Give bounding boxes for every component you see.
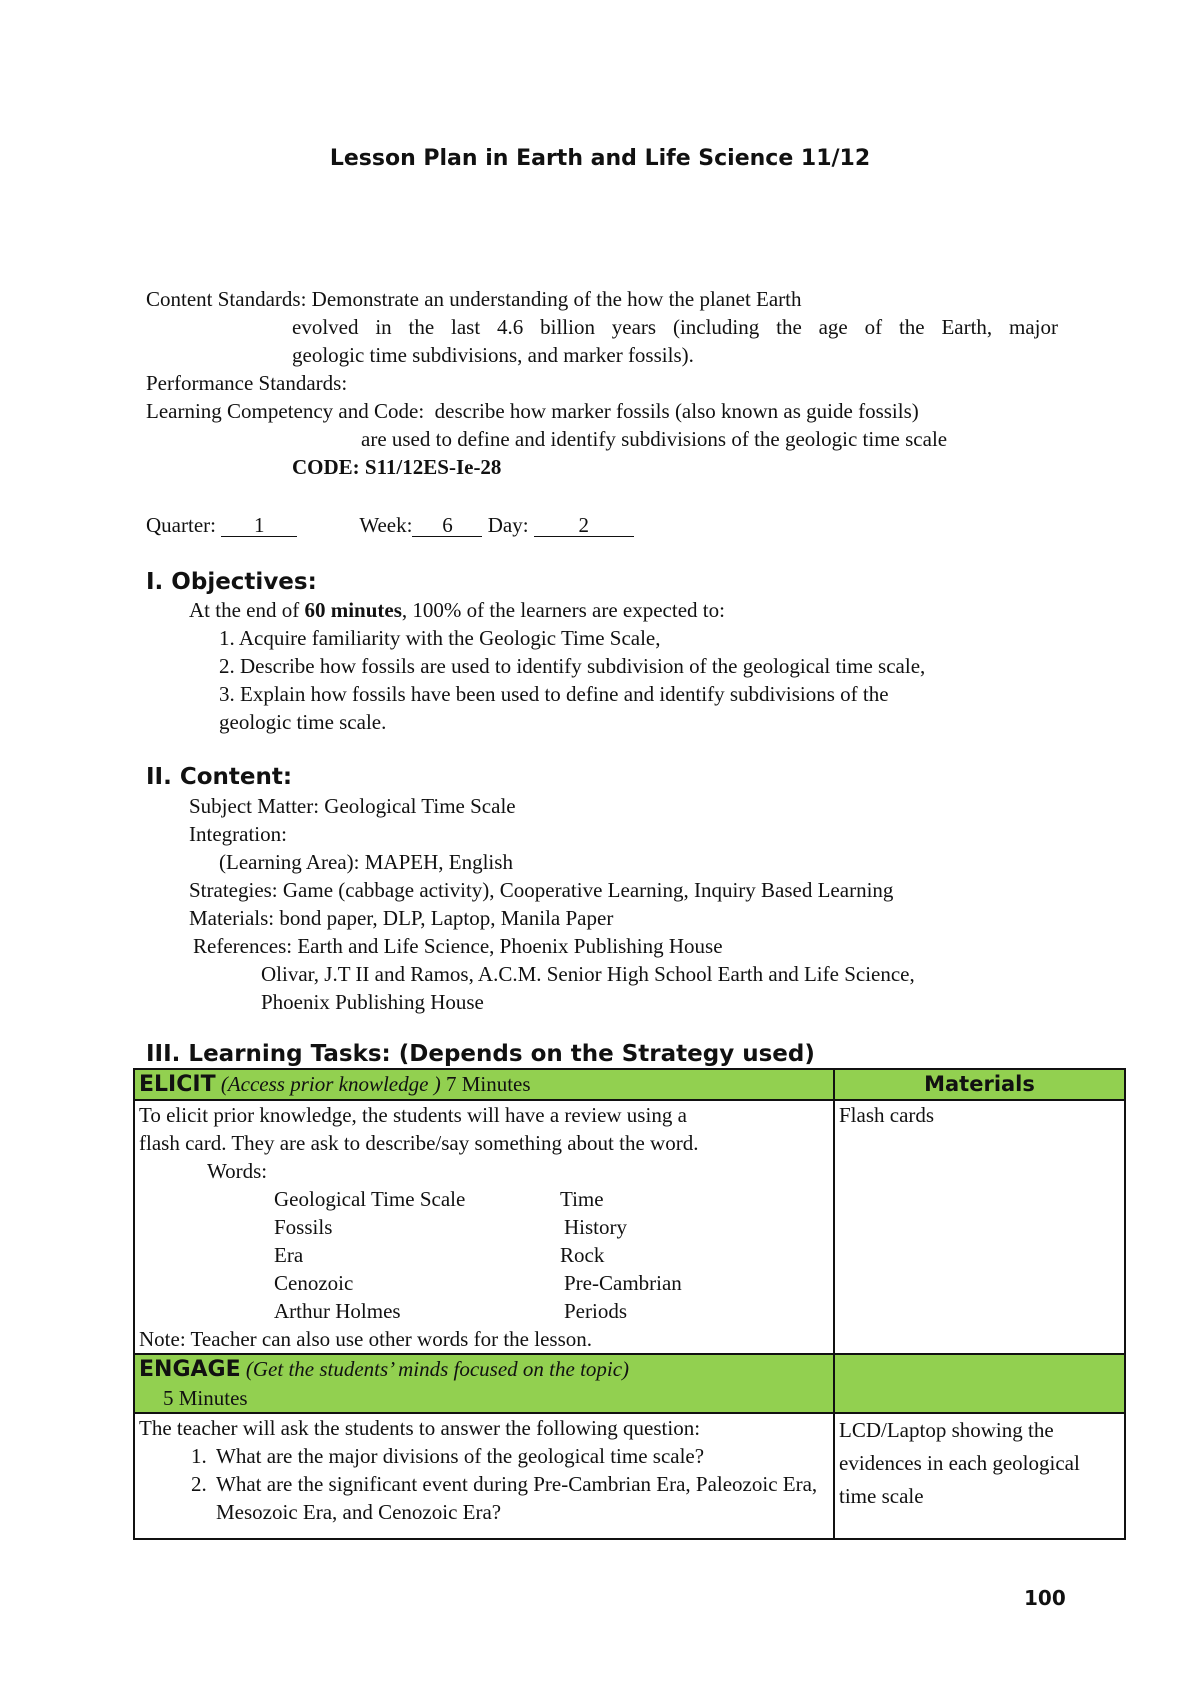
word-item: Time [560, 1187, 604, 1211]
word-item: Cenozoic [274, 1271, 354, 1295]
learning-competency [146, 401, 919, 422]
elicit-time: 7 Minutes [440, 1072, 531, 1096]
objective-item: 1. Acquire familiarity with the Geologic Time Scale, [219, 626, 661, 650]
content-standards-label: Content Standards: [146, 287, 307, 311]
elicit-materials: Flash cards [839, 1103, 935, 1127]
schedule-row [146, 515, 634, 537]
learning-competency-line1: describe how marker fossils (also known as guide fossils) [434, 399, 919, 423]
quarter-value: 1 [221, 515, 297, 537]
elicit-text-line1: To elicit prior knowledge, the students will have a review using a [139, 1103, 687, 1127]
content-heading: II. Content: [146, 764, 293, 790]
content-standards-line3: geologic time subdivisions, and marker fossils). [292, 343, 694, 367]
engage-questions [139, 1442, 829, 1526]
engage-label: ENGAGE [139, 1357, 241, 1382]
engage-materials-header-cell [834, 1354, 1125, 1413]
elicit-body-row [134, 1100, 1125, 1354]
word-item: Fossils [274, 1215, 333, 1239]
content-standards-line2: evolved in the last 4.6 billion years (including the age of the Earth, major [292, 315, 1058, 339]
elicit-materials-cell [834, 1100, 1125, 1354]
objective-item: geologic time scale. [219, 710, 387, 734]
references-line2: Olivar, J.T II and Ramos, A.C.M. Senior High School Earth and Life Science, [261, 962, 915, 986]
tasks-heading: III. Learning Tasks: (Depends on the Strategy used) [146, 1041, 815, 1067]
week-label: Week: [359, 513, 413, 537]
materials: Materials: bond paper, DLP, Laptop, Manila Paper [189, 906, 614, 930]
word-item: Rock [560, 1243, 605, 1267]
subject-matter: Subject Matter: Geological Time Scale [189, 794, 516, 818]
quarter-label: Quarter: [146, 513, 216, 537]
engage-time: 5 Minutes [163, 1386, 248, 1410]
word-item: Geological Time Scale [274, 1187, 466, 1211]
content-standards-line1: Demonstrate an understanding of the how the planet Earth [311, 287, 802, 311]
engage-header-row [134, 1354, 1125, 1413]
word-item: Era [274, 1243, 304, 1267]
engage-body-cell [134, 1413, 834, 1539]
week-value: 6 [412, 515, 482, 537]
learning-competency-label: Learning Competency and Code: [146, 399, 425, 423]
content-standards [146, 289, 802, 310]
elicit-body-cell [134, 1100, 834, 1354]
references-line3: Phoenix Publishing House [261, 990, 484, 1014]
objectives-intro [189, 600, 725, 621]
day-label: Day: [487, 513, 529, 537]
competency-code: CODE: S11/12ES-Ie-28 [292, 455, 502, 479]
elicit-text-line2: flash card. They are ask to describe/say something about the word. [139, 1131, 699, 1155]
references: References: Earth and Life Science, Phoenix Publishing House [193, 934, 723, 958]
elicit-header-row [134, 1069, 1125, 1100]
integration-label: Integration: [189, 822, 287, 846]
elicit-desc: (Access prior knowledge ) [220, 1072, 441, 1096]
engage-question: 2. What are the significant event during Pre-Cambrian Era, Paleozoic Era, Mesozoic Era, and Cenozoic Era? [212, 1470, 829, 1526]
performance-standards: Performance Standards: [146, 371, 348, 395]
learning-tasks-table [133, 1068, 1126, 1540]
elicit-label: ELICIT [139, 1072, 216, 1097]
word-item: Periods [564, 1299, 627, 1323]
engage-header-cell [134, 1354, 834, 1413]
engage-materials: LCD/Laptop showing the evidences in each geological time scale [839, 1418, 1080, 1508]
elicit-note: Note: Teacher can also use other words for the lesson. [139, 1327, 592, 1351]
word-item: Pre-Cambrian [564, 1271, 682, 1295]
objectives-heading: I. Objectives: [146, 569, 317, 595]
page-title: Lesson Plan in Earth and Life Science 11/12 [329, 146, 871, 171]
learning-competency-line2: are used to define and identify subdivisions of the geologic time scale [361, 427, 948, 451]
objectives-duration: 60 minutes [304, 598, 402, 622]
words-grid [139, 1185, 829, 1325]
words-label: Words: [207, 1159, 268, 1183]
word-item: History [564, 1215, 627, 1239]
objectives-intro-post: , 100% of the learners are expected to: [401, 598, 725, 622]
strategies: Strategies: Game (cabbage activity), Cooperative Learning, Inquiry Based Learning [189, 878, 894, 902]
day-value: 2 [534, 515, 634, 537]
word-item: Arthur Holmes [274, 1299, 401, 1323]
page-number: 100 [1024, 1586, 1066, 1610]
engage-intro: The teacher will ask the students to answer the following question: [139, 1416, 701, 1440]
engage-desc: (Get the students’ minds focused on the topic) [245, 1357, 630, 1381]
learning-area: (Learning Area): MAPEH, English [219, 850, 513, 874]
engage-question: 1. What are the major divisions of the geological time scale? [212, 1442, 829, 1470]
objective-item: 3. Explain how fossils have been used to define and identify subdivisions of the [219, 682, 889, 706]
engage-materials-cell [834, 1413, 1125, 1539]
objectives-intro-pre: At the end of [189, 598, 305, 622]
elicit-header-cell [134, 1069, 834, 1100]
materials-header: Materials [834, 1069, 1125, 1100]
engage-body-row [134, 1413, 1125, 1539]
objective-item: 2. Describe how fossils are used to identify subdivision of the geological time scale, [219, 654, 926, 678]
